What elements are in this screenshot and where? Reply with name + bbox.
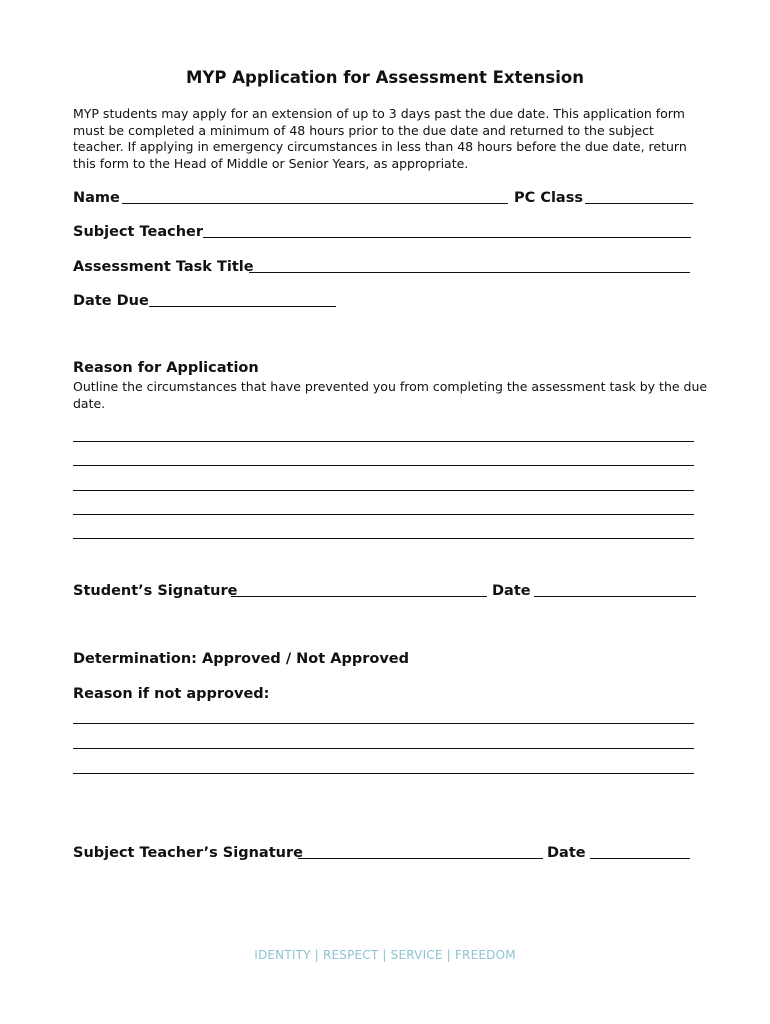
teacher-signature-row bbox=[73, 843, 698, 863]
reason-heading: Reason for Application bbox=[73, 360, 259, 376]
name-label: Name bbox=[73, 190, 120, 206]
teacher-signature-field[interactable] bbox=[298, 858, 543, 859]
teacher-date-label: Date bbox=[547, 845, 586, 861]
reason-not-approved-row bbox=[73, 684, 373, 704]
subject-teacher-label: Subject Teacher bbox=[73, 224, 204, 240]
pc-class-label: PC Class bbox=[514, 190, 583, 206]
reason-line[interactable] bbox=[73, 465, 694, 466]
not-approved-line[interactable] bbox=[73, 773, 694, 774]
reason-line[interactable] bbox=[73, 441, 694, 442]
student-signature-row bbox=[73, 581, 698, 601]
date-due-field[interactable] bbox=[149, 306, 336, 307]
determination-row bbox=[73, 649, 473, 669]
assessment-task-title-field[interactable] bbox=[249, 272, 690, 273]
date-due-label: Date Due bbox=[73, 293, 149, 309]
subject-teacher-field[interactable] bbox=[203, 237, 691, 238]
name-row bbox=[73, 188, 698, 208]
not-approved-line[interactable] bbox=[73, 723, 694, 724]
student-date-field[interactable] bbox=[534, 596, 696, 597]
teacher-signature-label: Subject Teacher’s Signature bbox=[73, 845, 303, 861]
reason-line[interactable] bbox=[73, 514, 694, 515]
not-approved-line[interactable] bbox=[73, 748, 694, 749]
reason-line[interactable] bbox=[73, 490, 694, 491]
reason-instructions: Outline the circumstances that have prevented you from completing the assessment task by the due date. bbox=[73, 379, 708, 411]
student-signature-label: Student’s Signature bbox=[73, 583, 238, 599]
assessment-task-title-label: Assessment Task Title bbox=[73, 259, 254, 275]
student-signature-field[interactable] bbox=[231, 596, 487, 597]
school-motto-footer: IDENTITY | RESPECT | SERVICE | FREEDOM bbox=[254, 948, 516, 962]
assessment-task-title-row bbox=[73, 257, 698, 277]
teacher-date-field[interactable] bbox=[590, 858, 690, 859]
student-date-label: Date bbox=[492, 583, 531, 599]
page-title: MYP Application for Assessment Extension bbox=[186, 68, 584, 87]
subject-teacher-row bbox=[73, 222, 698, 242]
reason-not-approved-label: Reason if not approved: bbox=[73, 686, 270, 702]
determination-label: Determination: Approved / Not Approved bbox=[73, 651, 409, 667]
reason-line[interactable] bbox=[73, 538, 694, 539]
name-field[interactable] bbox=[122, 203, 508, 204]
intro-paragraph: MYP students may apply for an extension of up to 3 days past the due date. This application form must be completed a minimum of 48 hours prior to the due date and returned to the subject teacher. If applying in emergency circumstances in less than 48 hours before the due date, return this form to the Head of Middle or Senior Years, as appropriate. bbox=[73, 106, 687, 171]
pc-class-field[interactable] bbox=[585, 203, 693, 204]
date-due-row bbox=[73, 291, 373, 311]
